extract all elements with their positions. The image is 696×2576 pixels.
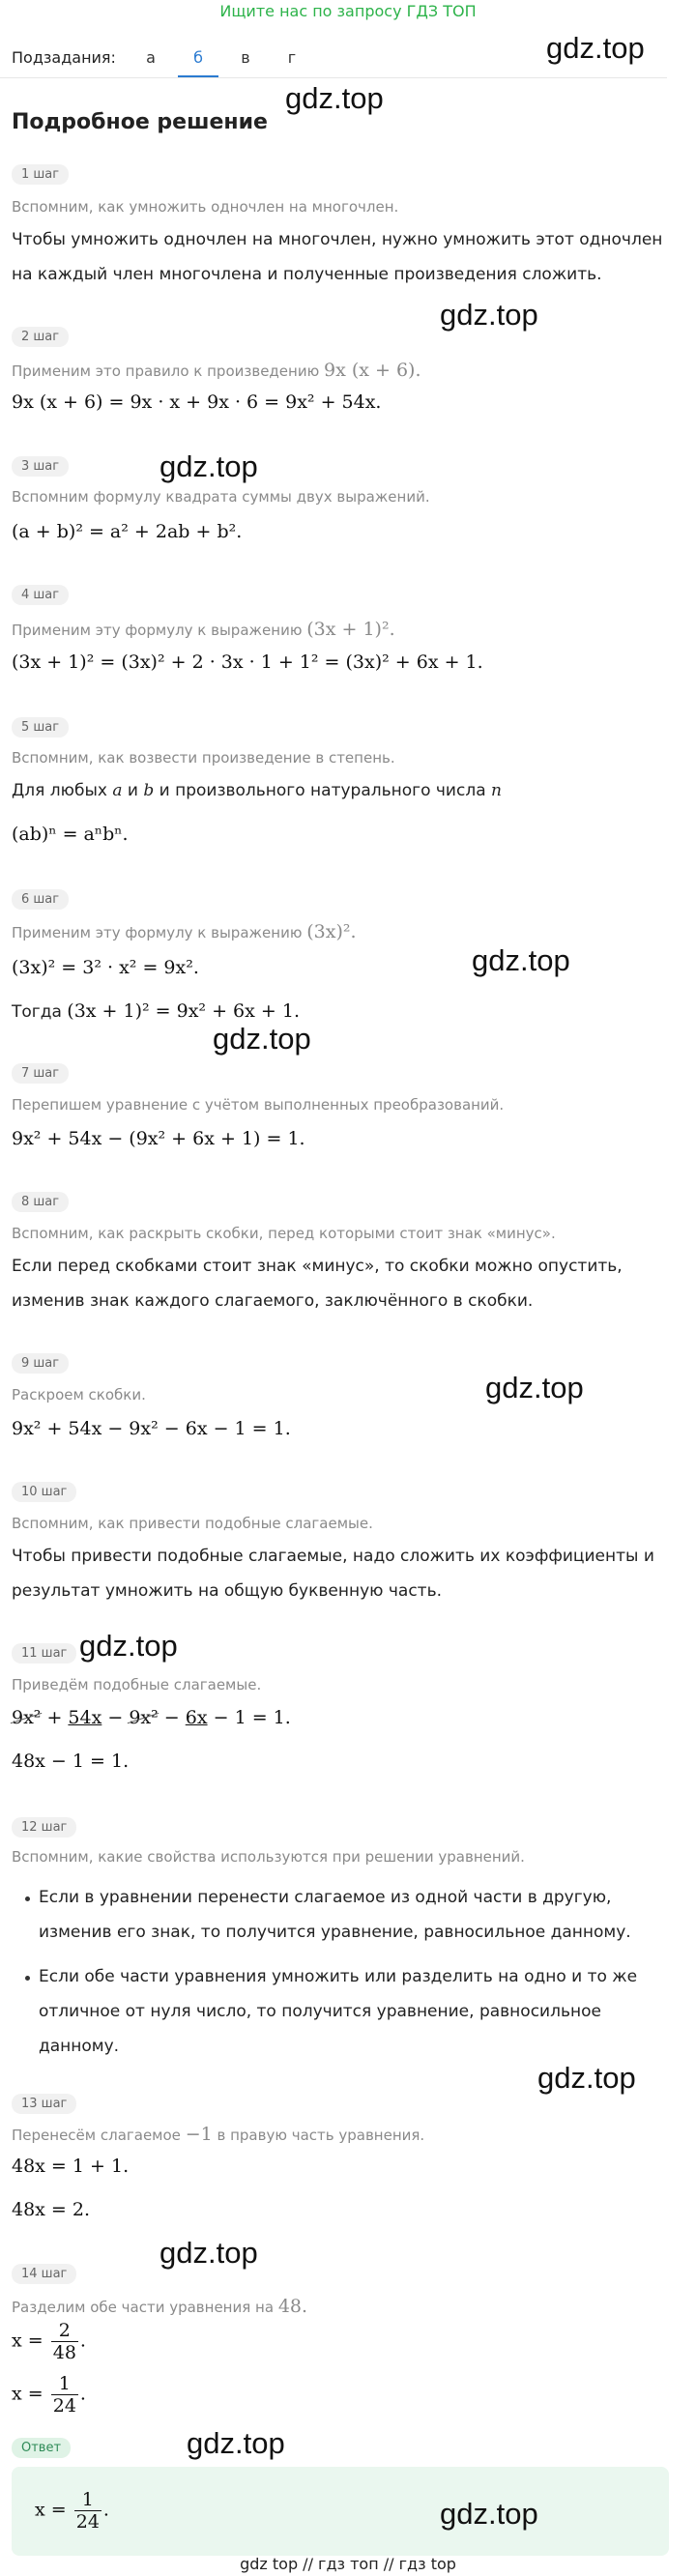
step-hint: Применим это правило к произведению 9x (x + 6). — [12, 360, 421, 381]
step-hint: Вспомним, какие свойства используются при решении уравнений. — [12, 1848, 525, 1866]
step-badge: 14 шаг — [12, 2264, 76, 2284]
step-badge: 5 шаг — [12, 717, 69, 738]
watermark: gdz.top — [537, 2061, 636, 2095]
watermark: gdz.top — [160, 449, 258, 483]
step-hint: Перенесём слагаемое −1 в правую часть уравнения. — [12, 2124, 425, 2145]
step-hint: Вспомним, как возвести произведение в степень. — [12, 749, 395, 767]
step-badge: 11 шаг — [12, 1643, 76, 1664]
tab-b[interactable]: б — [193, 48, 203, 67]
watermark: gdz.top — [440, 2497, 538, 2531]
watermark: gdz.top — [187, 2426, 285, 2460]
step-badge: 10 шаг — [12, 1482, 76, 1502]
bullet-icon — [25, 1896, 30, 1901]
step-math: x = $\frac{2}{48}$ . — [12, 2320, 86, 2363]
step-hint: Вспомним, как умножить одночлен на многочлен. — [12, 198, 399, 216]
step-hint: Разделим обе части уравнения на 48. — [12, 2296, 308, 2317]
answer-badge: Ответ — [12, 2438, 71, 2458]
watermark: gdz.top — [285, 81, 384, 115]
watermark: gdz.top — [79, 1629, 178, 1663]
step-badge: 13 шаг — [12, 2094, 76, 2114]
step-badge: 12 шаг — [12, 1817, 76, 1838]
step-badge: 1 шаг — [12, 164, 69, 185]
step-math: (3x)² = 3² · x² = 9x². — [12, 957, 199, 978]
step-math: 9x² + 54x − (9x² + 6x + 1) = 1. — [12, 1128, 305, 1149]
step-hint: Применим эту формулу к выражению (3x)². — [12, 921, 357, 942]
watermark: gdz.top — [440, 298, 538, 332]
step-text: Чтобы умножить одночлен на многочлен, нужно умножить этот одночлен на каждый член многочлена и полученные произведения сложить. — [12, 230, 663, 284]
step-hint: Применим эту формулу к выражению (3x + 1)². — [12, 619, 395, 640]
search-hint-link[interactable]: Ищите нас по запросу ГДЗ ТОП — [219, 2, 477, 20]
watermark: gdz.top — [472, 943, 570, 977]
step-math: (3x + 1)² = (3x)² + 2 · 3x · 1 + 1² = (3x)² + 6x + 1. — [12, 651, 483, 673]
list-item: Если обе части уравнения умножить или разделить на одно и то же отличное от нуля число, то получится уравнение, равносильное данному. — [39, 1967, 638, 2056]
step-math: 9x² + 54x − 9x² − 6x − 1 = 1. — [12, 1707, 291, 1728]
watermark: gdz.top — [160, 2236, 258, 2270]
tab-a[interactable]: а — [146, 48, 156, 67]
answer-box — [12, 2467, 669, 2556]
tab-g[interactable]: г — [287, 48, 297, 67]
watermark: gdz.top — [546, 31, 645, 65]
step-hint: Вспомним формулу квадрата суммы двух выражений. — [12, 488, 430, 506]
step-math: 9x (x + 6) = 9x · x + 9x · 6 = 9x² + 54x. — [12, 391, 382, 413]
answer-math: x = $\frac{1}{24}$ . — [35, 2489, 109, 2533]
subtasks-label: Подзадания: — [12, 48, 116, 67]
page-title: Подробное решение — [12, 110, 268, 134]
step-badge: 4 шаг — [12, 585, 69, 605]
list-item: Если в уравнении перенести слагаемое из одной части в другую, изменив его знак, то получится уравнение, равносильное данному. — [39, 1888, 631, 1942]
step-math: 48x − 1 = 1. — [12, 1751, 130, 1772]
step-math: x = $\frac{1}{24}$ . — [12, 2373, 86, 2417]
divider — [0, 77, 667, 78]
tab-v[interactable]: в — [241, 48, 250, 67]
step-badge: 8 шаг — [12, 1192, 69, 1212]
step-math: 48x = 2. — [12, 2199, 91, 2220]
step-text: Чтобы привести подобные слагаемые, надо сложить их коэффициенты и результат умножить на общую буквенную часть. — [12, 1547, 654, 1601]
bullet-icon — [25, 1976, 30, 1981]
step-badge: 2 шаг — [12, 327, 69, 347]
step-hint: Перепишем уравнение с учётом выполненных преобразований. — [12, 1096, 505, 1114]
step-text: Тогда (3x + 1)² = 9x² + 6x + 1. — [12, 1000, 300, 1022]
step-hint: Вспомним, как раскрыть скобки, перед которыми стоит знак «минус». — [12, 1225, 556, 1242]
step-math: (ab)ⁿ = aⁿbⁿ. — [12, 824, 129, 845]
step-text: Для любых a и b и произвольного натурального числа n — [12, 781, 502, 800]
step-math: 9x² + 54x − 9x² − 6x − 1 = 1. — [12, 1418, 291, 1439]
step-badge: 9 шаг — [12, 1353, 69, 1374]
step-math: 48x = 1 + 1. — [12, 2156, 130, 2177]
watermark: gdz.top — [213, 1022, 311, 1056]
step-hint: Приведём подобные слагаемые. — [12, 1676, 262, 1693]
step-badge: 7 шаг — [12, 1063, 69, 1084]
step-math: (a + b)² = a² + 2ab + b². — [12, 521, 243, 542]
step-badge: 3 шаг — [12, 456, 69, 477]
step-hint: Раскроем скобки. — [12, 1386, 146, 1404]
watermark: gdz.top — [485, 1371, 584, 1404]
step-hint: Вспомним, как привести подобные слагаемые. — [12, 1515, 373, 1532]
step-text: Если перед скобками стоит знак «минус», то скобки можно опустить, изменив знак каждого слагаемого, заключённого в скобки. — [12, 1257, 623, 1311]
footer-links[interactable]: gdz top // гдз топ // гдз top — [240, 2555, 456, 2573]
step-badge: 6 шаг — [12, 889, 69, 910]
